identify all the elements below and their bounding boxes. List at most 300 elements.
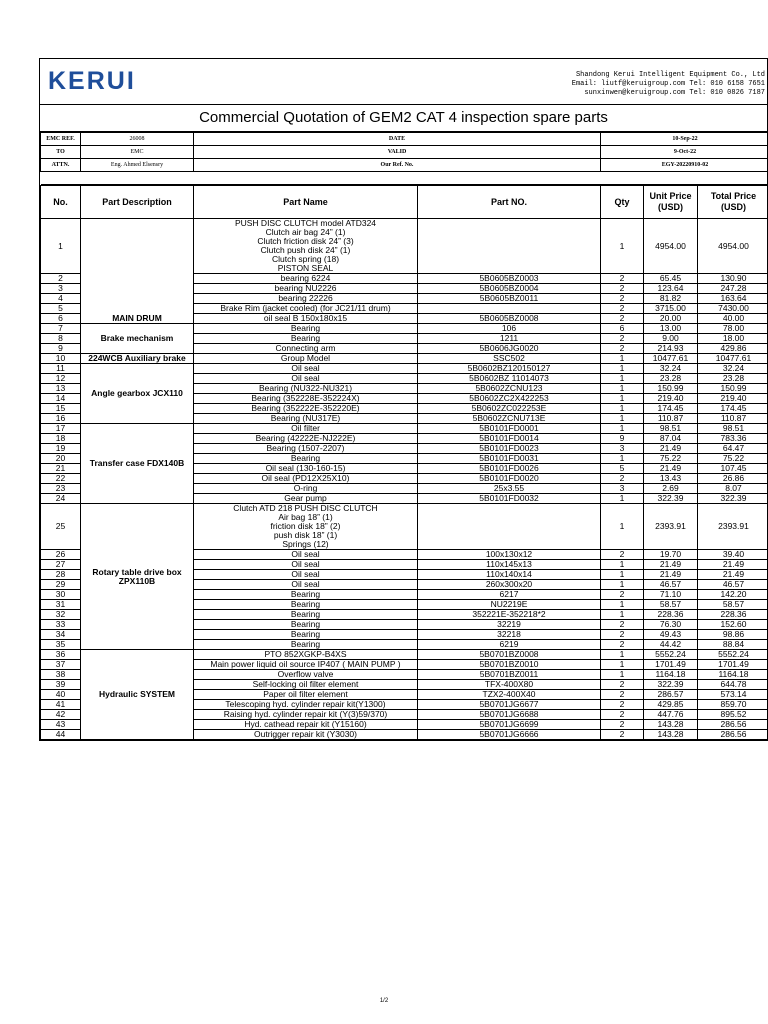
row-number: 38: [41, 670, 81, 680]
unit-price: 21.49: [644, 444, 698, 454]
total-price: 21.49: [698, 560, 768, 570]
quantity: 1: [601, 364, 644, 374]
total-price: 1701.49: [698, 660, 768, 670]
unit-price: 71.10: [644, 590, 698, 600]
unit-price: 20.00: [644, 314, 698, 324]
unit-price: 1164.18: [644, 670, 698, 680]
part-number: 5B0701JG6666: [418, 730, 601, 740]
total-price: 58.57: [698, 600, 768, 610]
part-number: 100x130x12: [418, 550, 601, 560]
part-name: Bearing: [194, 454, 418, 464]
quantity: 1: [601, 404, 644, 414]
row-number: 35: [41, 640, 81, 650]
quantity: 1: [601, 600, 644, 610]
row-number: 30: [41, 590, 81, 600]
emc-ref-label: EMC REF.: [41, 133, 81, 146]
quantity: 3: [601, 484, 644, 494]
row-number: 11: [41, 364, 81, 374]
quantity: 1: [601, 560, 644, 570]
row-number: 9: [41, 344, 81, 354]
part-name-line: PISTON SEAL: [277, 263, 334, 273]
part-number: 5B0701JG6688: [418, 710, 601, 720]
row-number: 34: [41, 630, 81, 640]
unit-price: 49.43: [644, 630, 698, 640]
company-email-line-2: sunxinwen@keruigroup.com Tel: 010 0826 7187: [584, 89, 765, 97]
part-name: Main power liquid oil source IP407 ( MAIN PUMP ): [194, 660, 418, 670]
unit-price: 4954.00: [644, 219, 698, 274]
quantity: 5: [601, 464, 644, 474]
row-number: 19: [41, 444, 81, 454]
part-number: 5B0701BZ0010: [418, 660, 601, 670]
part-number: 5B0602ZC022253E: [418, 404, 601, 414]
part-number: 5B0701BZ0011: [418, 670, 601, 680]
unit-price: 87.04: [644, 434, 698, 444]
quantity: 1: [601, 650, 644, 660]
part-category: Transfer case FDX140B: [81, 424, 194, 504]
part-name-line: Clutch air bag 24” (1): [265, 227, 346, 237]
part-category: MAIN DRUM: [81, 219, 194, 324]
unit-price: 2393.91: [644, 504, 698, 550]
quantity: 2: [601, 640, 644, 650]
unit-price: 150.99: [644, 384, 698, 394]
meta-spacer: [41, 172, 768, 185]
table-row: [41, 354, 768, 364]
quantity: 2: [601, 700, 644, 710]
part-number: 5B0701BZ0008: [418, 650, 601, 660]
part-number: NU2219E: [418, 600, 601, 610]
total-price: 644.78: [698, 680, 768, 690]
part-name: bearing 22226: [194, 294, 418, 304]
part-name-line: Air bag 18” (1): [278, 512, 333, 522]
quantity: 3: [601, 444, 644, 454]
unit-price: 5552.24: [644, 650, 698, 660]
row-number: 4: [41, 294, 81, 304]
part-number: TFX-400X80: [418, 680, 601, 690]
total-price: 286.56: [698, 720, 768, 730]
unit-price: 81.82: [644, 294, 698, 304]
row-number: 28: [41, 570, 81, 580]
total-price: 98.51: [698, 424, 768, 434]
part-category: Hydraulic SYSTEM: [81, 650, 194, 740]
row-number: 25: [41, 504, 81, 550]
table-row: [41, 324, 768, 334]
to-value: EMC: [81, 146, 194, 159]
total-price: 174.45: [698, 404, 768, 414]
total-price: 88.84: [698, 640, 768, 650]
part-name: Bearing: [194, 590, 418, 600]
part-name: Bearing: [194, 620, 418, 630]
part-name: Oil seal: [194, 560, 418, 570]
total-price: 163.64: [698, 294, 768, 304]
unit-price: 58.57: [644, 600, 698, 610]
row-number: 24: [41, 494, 81, 504]
part-number: 5B0605BZ0011: [418, 294, 601, 304]
part-name: Bearing (NU322-NU321): [194, 384, 418, 394]
quantity: 1: [601, 219, 644, 274]
unit-price: 21.49: [644, 464, 698, 474]
row-number: 12: [41, 374, 81, 384]
part-number: [418, 219, 601, 274]
part-name: bearing 6224: [194, 274, 418, 284]
unit-price: 65.45: [644, 274, 698, 284]
row-number: 43: [41, 720, 81, 730]
part-name: Oil seal: [194, 570, 418, 580]
unit-price: 214.93: [644, 344, 698, 354]
unit-price: 44.42: [644, 640, 698, 650]
total-price: 247.28: [698, 284, 768, 294]
part-number: 5B0605BZ0004: [418, 284, 601, 294]
total-price: 142.20: [698, 590, 768, 600]
unit-price: 21.49: [644, 560, 698, 570]
total-price: 130.90: [698, 274, 768, 284]
total-price: 7430.00: [698, 304, 768, 314]
quantity: 1: [601, 660, 644, 670]
total-price: 46.57: [698, 580, 768, 590]
quantity: 1: [601, 610, 644, 620]
col-header-total-price: Total Price (USD): [698, 186, 768, 219]
company-email-line-1: Email: liutf@keruigroup.com Tel: 010 6158 7651: [571, 80, 765, 88]
quantity: 2: [601, 294, 644, 304]
part-name: O-ring: [194, 484, 418, 494]
parts-table: [40, 185, 768, 740]
row-number: 23: [41, 484, 81, 494]
table-row: [41, 424, 768, 434]
part-name: Bearing (352222E-352220E): [194, 404, 418, 414]
part-name: Paper oil filter element: [194, 690, 418, 700]
total-price: 2393.91: [698, 504, 768, 550]
total-price: 21.49: [698, 570, 768, 580]
part-number: 1211: [418, 334, 601, 344]
col-header-name: Part Name: [194, 186, 418, 219]
row-number: 1: [41, 219, 81, 274]
row-number: 33: [41, 620, 81, 630]
total-price: 18.00: [698, 334, 768, 344]
row-number: 22: [41, 474, 81, 484]
part-number: [418, 504, 601, 550]
total-price: 859.70: [698, 700, 768, 710]
unit-price: 2.69: [644, 484, 698, 494]
total-price: 152.60: [698, 620, 768, 630]
quantity: 1: [601, 424, 644, 434]
quantity: 1: [601, 414, 644, 424]
row-number: 6: [41, 314, 81, 324]
col-header-qty: Qty: [601, 186, 644, 219]
part-name-line: PUSH DISC CLUTCH model ATD324: [234, 218, 377, 228]
unit-price: 13.00: [644, 324, 698, 334]
part-name-line: Clutch push disk 24” (1): [260, 245, 351, 255]
quantity: 2: [601, 474, 644, 484]
unit-price: 322.39: [644, 680, 698, 690]
quantity: 1: [601, 494, 644, 504]
part-number: 6219: [418, 640, 601, 650]
row-number: 37: [41, 660, 81, 670]
part-number: 32219: [418, 620, 601, 630]
part-number: 6217: [418, 590, 601, 600]
row-number: 21: [41, 464, 81, 474]
part-number: 5B0101FD0026: [418, 464, 601, 474]
emc-ref-value: 26008: [81, 133, 194, 146]
row-number: 5: [41, 304, 81, 314]
part-category: Angle gearbox JCX110: [81, 364, 194, 424]
quantity: 1: [601, 374, 644, 384]
part-name: Bearing (1507-2207): [194, 444, 418, 454]
total-price: 78.00: [698, 324, 768, 334]
part-name: PTO 852XGKP-B4XS: [194, 650, 418, 660]
unit-price: 429.85: [644, 700, 698, 710]
row-number: 27: [41, 560, 81, 570]
quantity: 6: [601, 324, 644, 334]
quantity: 2: [601, 590, 644, 600]
col-header-description: Part Description: [81, 186, 194, 219]
attn-value: Eng. Ahmed Elsensry: [81, 159, 194, 172]
our-ref-value: EGY-20220910-02: [601, 159, 768, 172]
part-number: 5B0101FD0014: [418, 434, 601, 444]
row-number: 36: [41, 650, 81, 660]
unit-price: 19.70: [644, 550, 698, 560]
part-name: oil seal B 150x180x15: [194, 314, 418, 324]
part-name: Group Model: [194, 354, 418, 364]
part-category: Rotary table drive box ZPX110B: [81, 504, 194, 650]
part-name: bearing NU2226: [194, 284, 418, 294]
quantity: 2: [601, 344, 644, 354]
unit-price: 23.28: [644, 374, 698, 384]
part-number: 5B0606JG0020: [418, 344, 601, 354]
total-price: 75.22: [698, 454, 768, 464]
part-number: 5B0602BZ 11014073: [418, 374, 601, 384]
quantity: 1: [601, 454, 644, 464]
meta-row-to: [41, 146, 768, 159]
part-name: Bearing: [194, 610, 418, 620]
row-number: 7: [41, 324, 81, 334]
total-price: 150.99: [698, 384, 768, 394]
row-number: 26: [41, 550, 81, 560]
quantity: 1: [601, 384, 644, 394]
part-number: 5B0701JG6699: [418, 720, 601, 730]
part-name: Connecting arm: [194, 344, 418, 354]
unit-price: 143.28: [644, 720, 698, 730]
part-name: [194, 219, 418, 274]
quantity: 9: [601, 434, 644, 444]
part-name: Bearing (NU317E): [194, 414, 418, 424]
company-name: Shandong Kerui Intelligent Equipment Co., Ltd: [575, 71, 765, 79]
unit-price: 9.00: [644, 334, 698, 344]
part-name: Self-locking oil filter element: [194, 680, 418, 690]
quantity: 2: [601, 730, 644, 740]
quantity: 2: [601, 314, 644, 324]
row-number: 39: [41, 680, 81, 690]
unit-price: 143.28: [644, 730, 698, 740]
unit-price: 286.57: [644, 690, 698, 700]
part-name: Bearing (42222E-NJ222E): [194, 434, 418, 444]
part-number: 5B0101FD0032: [418, 494, 601, 504]
part-name-line: Clutch friction disk 24” (3): [257, 236, 354, 246]
page-number: 1/2: [379, 998, 389, 1004]
unit-price: 21.49: [644, 570, 698, 580]
row-number: 29: [41, 580, 81, 590]
col-header-unit-price: Unit Price (USD): [644, 186, 698, 219]
company-contact: [572, 71, 765, 98]
date-label: DATE: [194, 133, 601, 146]
total-price: 895.52: [698, 710, 768, 720]
quantity: 2: [601, 550, 644, 560]
part-name-line: Clutch spring (18): [271, 254, 340, 264]
part-name: Raising hyd. cylinder repair kit (Y(3)59/370): [194, 710, 418, 720]
part-name: Bearing: [194, 324, 418, 334]
meta-table: [40, 132, 768, 185]
part-name: Brake Rim (jacket cooled) (for JC21/11 drum): [194, 304, 418, 314]
quantity: 2: [601, 690, 644, 700]
part-name: Oil seal: [194, 550, 418, 560]
quantity: 1: [601, 570, 644, 580]
unit-price: 110.87: [644, 414, 698, 424]
our-ref-label: Our Ref. No.: [194, 159, 601, 172]
part-name: Oil seal: [194, 364, 418, 374]
unit-price: 3715.00: [644, 304, 698, 314]
part-number: SSC502: [418, 354, 601, 364]
total-price: 8.07: [698, 484, 768, 494]
part-number: 5B0701JG6677: [418, 700, 601, 710]
part-name-line: Springs (12): [282, 539, 329, 549]
quantity: 2: [601, 710, 644, 720]
row-number: 32: [41, 610, 81, 620]
part-number: 5B0602ZC2X422253: [418, 394, 601, 404]
table-header-row: [41, 186, 768, 219]
quantity: 2: [601, 304, 644, 314]
part-name: [194, 504, 418, 550]
col-header-part-no: Part NO.: [418, 186, 601, 219]
meta-row-attn: [41, 159, 768, 172]
total-price: 39.40: [698, 550, 768, 560]
total-price: 98.86: [698, 630, 768, 640]
part-number: 260x300x20: [418, 580, 601, 590]
part-number: 5B0101FD0001: [418, 424, 601, 434]
part-name: Bearing: [194, 640, 418, 650]
row-number: 8: [41, 334, 81, 344]
quantity: 2: [601, 284, 644, 294]
row-number: 20: [41, 454, 81, 464]
total-price: 107.45: [698, 464, 768, 474]
unit-price: 75.22: [644, 454, 698, 464]
document-title: Commercial Quotation of GEM2 CAT 4 inspection spare parts: [40, 105, 767, 132]
part-name: Overflow valve: [194, 670, 418, 680]
parts-table-body: [41, 219, 768, 740]
quantity: 1: [601, 580, 644, 590]
part-name: Telescoping hyd. cylinder repair kit(Y1300): [194, 700, 418, 710]
quantity: 1: [601, 504, 644, 550]
part-name: Outrigger repair kit (Y3030): [194, 730, 418, 740]
quantity: 2: [601, 620, 644, 630]
company-logo: KERUI: [48, 67, 136, 95]
total-price: 26.86: [698, 474, 768, 484]
part-number: TZX2-400X40: [418, 690, 601, 700]
total-price: 1164.18: [698, 670, 768, 680]
total-price: 23.28: [698, 374, 768, 384]
part-number: 110x145x13: [418, 560, 601, 570]
col-header-no: No.: [41, 186, 81, 219]
total-price: 32.24: [698, 364, 768, 374]
unit-price: 10477.61: [644, 354, 698, 364]
part-name: Oil seal: [194, 580, 418, 590]
part-name-line: push disk 18” (1): [273, 530, 338, 540]
part-number: 106: [418, 324, 601, 334]
part-number: [418, 304, 601, 314]
part-name: Bearing: [194, 630, 418, 640]
unit-price: 447.76: [644, 710, 698, 720]
total-price: 40.00: [698, 314, 768, 324]
table-row: [41, 219, 768, 274]
part-number: 5B0602ZCNU713E: [418, 414, 601, 424]
valid-label: VALID: [194, 146, 601, 159]
row-number: 17: [41, 424, 81, 434]
unit-price: 123.64: [644, 284, 698, 294]
part-name: Bearing: [194, 334, 418, 344]
quantity: 2: [601, 680, 644, 690]
part-name: Oil filter: [194, 424, 418, 434]
part-category: Brake mechanism: [81, 324, 194, 354]
letterhead: [40, 59, 767, 105]
part-number: 5B0605BZ0003: [418, 274, 601, 284]
total-price: 783.36: [698, 434, 768, 444]
row-number: 44: [41, 730, 81, 740]
row-number: 3: [41, 284, 81, 294]
unit-price: 174.45: [644, 404, 698, 414]
part-name-line: friction disk 18” (2): [270, 521, 341, 531]
part-number: 110x140x14: [418, 570, 601, 580]
table-row: [41, 504, 768, 550]
unit-price: 98.51: [644, 424, 698, 434]
quantity: 2: [601, 630, 644, 640]
row-number: 40: [41, 690, 81, 700]
total-price: 573.14: [698, 690, 768, 700]
quantity: 2: [601, 274, 644, 284]
unit-price: 219.40: [644, 394, 698, 404]
row-number: 10: [41, 354, 81, 364]
unit-price: 32.24: [644, 364, 698, 374]
to-label: TO: [41, 146, 81, 159]
unit-price: 76.30: [644, 620, 698, 630]
row-number: 2: [41, 274, 81, 284]
part-name: Bearing: [194, 600, 418, 610]
quantity: 1: [601, 670, 644, 680]
valid-value: 9-Oct-22: [601, 146, 768, 159]
total-price: 219.40: [698, 394, 768, 404]
part-name: Hyd. cathead repair kit (Y15160): [194, 720, 418, 730]
table-row: [41, 650, 768, 660]
total-price: 429.86: [698, 344, 768, 354]
total-price: 110.87: [698, 414, 768, 424]
row-number: 16: [41, 414, 81, 424]
quantity: 2: [601, 334, 644, 344]
table-row: [41, 364, 768, 374]
total-price: 4954.00: [698, 219, 768, 274]
total-price: 286.56: [698, 730, 768, 740]
total-price: 322.39: [698, 494, 768, 504]
total-price: 228.36: [698, 610, 768, 620]
part-category: 224WCB Auxiliary brake: [81, 354, 194, 364]
unit-price: 228.36: [644, 610, 698, 620]
row-number: 41: [41, 700, 81, 710]
row-number: 14: [41, 394, 81, 404]
unit-price: 322.39: [644, 494, 698, 504]
total-price: 64.47: [698, 444, 768, 454]
part-number: 5B0101FD0023: [418, 444, 601, 454]
part-number: 32218: [418, 630, 601, 640]
row-number: 13: [41, 384, 81, 394]
quotation-sheet: [39, 58, 768, 741]
part-name: Gear pump: [194, 494, 418, 504]
unit-price: 1701.49: [644, 660, 698, 670]
meta-row-ref: [41, 133, 768, 146]
